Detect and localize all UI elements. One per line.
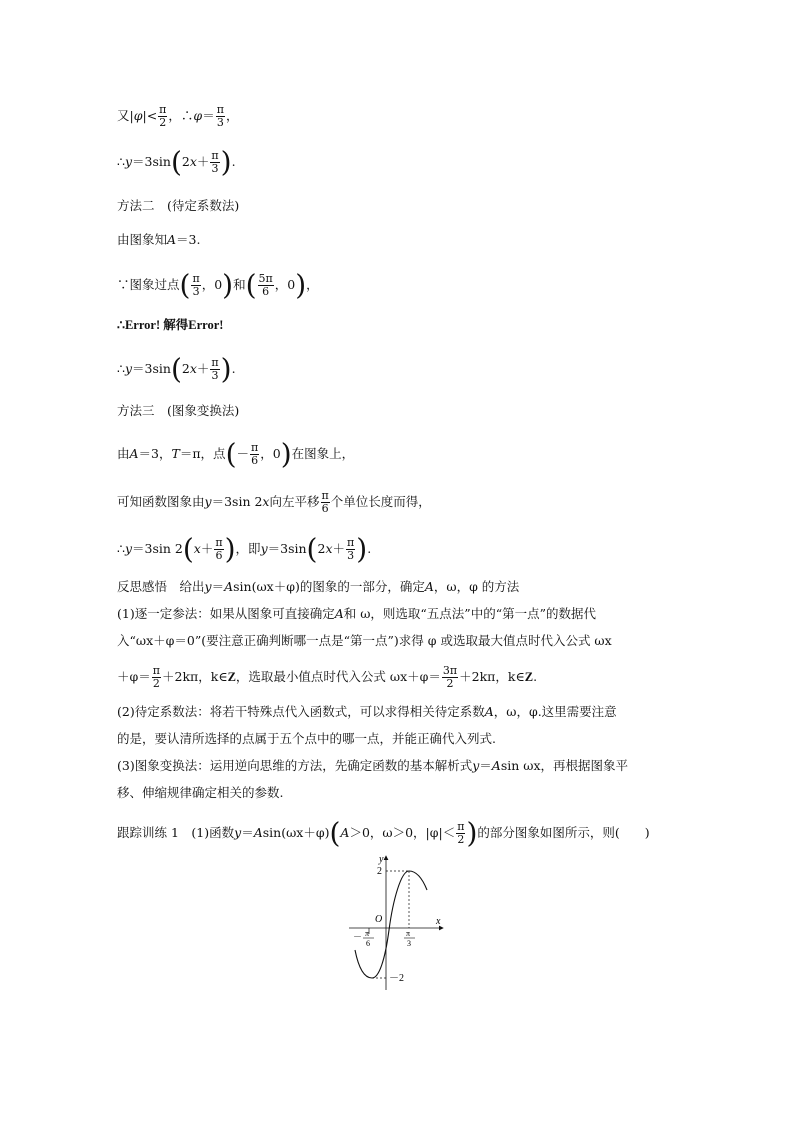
text: ＝ — [202, 108, 215, 123]
text: y — [204, 494, 212, 509]
text: ＝3. — [176, 232, 201, 247]
frac-num: π — [347, 536, 355, 549]
sine-curve — [355, 871, 427, 978]
text: x — [189, 154, 197, 169]
reflection-line-7 — [117, 784, 283, 802]
text: ∴ — [117, 154, 125, 169]
text: 2 — [181, 361, 190, 376]
text: 方法二 (待定系数法) — [117, 198, 240, 213]
text: sin(ωx＋φ)的图象的一部分，确定 — [233, 579, 425, 594]
text: sin(ωx＋φ) — [262, 825, 330, 840]
text: 由图象知 — [117, 232, 168, 247]
text: (1)逐一定参法：如果从图象可直接确定 — [117, 606, 335, 621]
text: ＝ — [479, 758, 492, 773]
x-label: x — [436, 916, 441, 927]
fraction — [258, 273, 274, 298]
text: . — [533, 669, 538, 684]
frac-den: 3 — [216, 116, 224, 129]
paren: ( — [225, 437, 237, 471]
frac-den: 2 — [159, 116, 167, 129]
text: A — [224, 579, 234, 594]
line-phi-condition — [117, 104, 238, 129]
frac-den: 3 — [192, 285, 200, 298]
fraction — [250, 442, 259, 467]
text: y — [124, 361, 133, 376]
frac-den: 3 — [211, 369, 219, 382]
paren: ( — [179, 268, 191, 302]
frac-den: 6 — [321, 502, 329, 515]
text: ＝3sin — [132, 361, 171, 376]
text: 个单位长度而得， — [330, 494, 431, 509]
text: Z — [524, 670, 534, 684]
paren: ) — [356, 532, 368, 566]
text: ＋ — [200, 541, 214, 556]
frac-num: π — [192, 272, 200, 285]
paren: ( — [306, 532, 318, 566]
text: ＞0，ω＞0，|φ|＜ — [349, 825, 456, 840]
text: A — [491, 758, 501, 773]
text: . — [231, 154, 236, 169]
y-max-label: 2 — [377, 866, 382, 877]
paren: ( — [245, 268, 257, 302]
fraction — [216, 104, 225, 129]
frac-num: π — [159, 103, 167, 116]
text: ＋φ＝ — [117, 669, 151, 684]
text: . — [231, 361, 236, 376]
paren: ( — [170, 145, 182, 179]
text: ，0 — [201, 277, 223, 292]
x-left-sign: － — [353, 932, 363, 942]
fraction — [346, 537, 355, 562]
y-min-label: －2 — [389, 973, 404, 984]
line-error — [117, 316, 223, 334]
frac-num: 5π — [258, 272, 273, 285]
paren: ) — [224, 532, 236, 566]
frac-num: π — [216, 103, 224, 116]
method-3-title — [117, 402, 239, 420]
text: ＝π，点 — [179, 446, 226, 461]
text: x — [189, 361, 197, 376]
text: A — [167, 232, 177, 247]
frac-den: 2 — [152, 677, 160, 690]
reflection-line-1 — [117, 605, 596, 623]
text: y — [472, 758, 480, 773]
method-2-title — [117, 197, 239, 215]
text: ∴Error! 解得Error! — [117, 318, 224, 332]
y-label: y — [379, 854, 384, 865]
frac-num: π — [457, 820, 465, 833]
text: ＝3sin 2 — [132, 541, 183, 556]
reflection-line-2 — [117, 632, 612, 650]
text: ∴ — [117, 541, 125, 556]
reflection-line-3 — [117, 665, 537, 690]
x-left-num: π — [365, 929, 370, 938]
text: y — [124, 154, 133, 169]
text: ， — [306, 277, 319, 292]
fraction — [210, 357, 219, 382]
text: ＋2kπ，k∈ — [162, 669, 228, 684]
fraction — [456, 821, 465, 846]
text: ＝ — [241, 825, 254, 840]
text: |< — [142, 108, 158, 123]
fraction — [214, 537, 223, 562]
text: 和 ω，则选取“五点法”中的“第一点”的数据代 — [343, 606, 596, 621]
text: A — [129, 446, 139, 461]
text: ＋ — [196, 154, 210, 169]
text: y — [234, 825, 242, 840]
text: 向左平移 — [269, 494, 320, 509]
line-result-2 — [117, 352, 236, 386]
text: ， — [225, 108, 239, 123]
text: 跟踪训练 1 (1)函数 — [117, 825, 235, 840]
text: ，0 — [260, 446, 281, 461]
text: 移、伸缩规律确定相关的参数. — [117, 785, 284, 800]
text: x — [262, 494, 270, 509]
paren: ) — [466, 816, 478, 850]
text: ＝3sin — [267, 541, 307, 556]
text: ，ω，φ.这里需要注意 — [493, 704, 617, 719]
fraction — [442, 665, 458, 690]
text: ＝3， — [138, 446, 172, 461]
paren: ( — [329, 816, 341, 850]
text: 的是，要认清所选择的点属于五个点中的哪一点，并能正确代入列式. — [117, 731, 496, 746]
line-points — [117, 268, 319, 302]
text: T — [171, 446, 180, 461]
origin-label: O — [375, 914, 383, 925]
text: ∵图象过点 — [117, 277, 180, 292]
x-left-den: 6 — [366, 939, 370, 948]
paren: ) — [222, 268, 234, 302]
reflection-line-6 — [117, 757, 628, 775]
text: . — [367, 541, 372, 556]
frac-num: π — [321, 489, 329, 502]
frac-num: π — [211, 356, 219, 369]
text: x — [193, 541, 201, 556]
fraction — [158, 104, 167, 129]
fraction — [191, 273, 200, 298]
text: ＋2kπ，k∈ — [459, 669, 525, 684]
text: ，选取最小值点时代入公式 ωx＋φ＝ — [235, 669, 441, 684]
text: A — [424, 579, 434, 594]
text: x — [325, 541, 333, 556]
text: 由 — [117, 446, 130, 461]
text: ∴ — [117, 361, 125, 376]
frac-num: π — [251, 441, 259, 454]
text: y — [204, 579, 212, 594]
frac-den: 6 — [262, 285, 270, 298]
line-result-3 — [117, 532, 372, 566]
text: sin ωx，再根据图象平 — [500, 758, 629, 773]
frac-den: 3 — [347, 549, 355, 562]
fraction — [321, 490, 330, 515]
frac-den: 2 — [446, 677, 454, 690]
text: ，ω，φ 的方法 — [433, 579, 520, 594]
text: ，即 — [235, 541, 261, 556]
training-question — [117, 816, 650, 850]
text: ＝3sin 2 — [211, 494, 263, 509]
paren: ) — [295, 268, 307, 302]
text: 2 — [181, 154, 190, 169]
text: A — [484, 704, 494, 719]
frac-num: π — [152, 664, 160, 677]
line-result-1 — [117, 145, 236, 179]
text: 的部分图象如图所示，则( ) — [477, 825, 650, 840]
text: － — [236, 446, 250, 461]
frac-num: π — [211, 149, 219, 162]
paren: ( — [182, 532, 194, 566]
frac-num: 3π — [442, 664, 458, 677]
x-right-num: π — [406, 929, 411, 938]
text: φ — [193, 108, 203, 123]
frac-den: 6 — [215, 549, 223, 562]
text: ＋ — [332, 541, 346, 556]
frac-den: 2 — [457, 833, 465, 846]
text: ，0 — [274, 277, 296, 292]
text: ＋ — [196, 361, 210, 376]
paren: ( — [170, 352, 182, 386]
frac-num: π — [215, 536, 223, 549]
text: φ — [133, 108, 143, 123]
fraction — [210, 150, 219, 175]
text: 在图象上， — [291, 446, 355, 461]
line-A-value — [117, 231, 200, 249]
x-right-den: 3 — [407, 939, 411, 948]
text: A — [334, 606, 344, 621]
reflection-title — [117, 578, 519, 596]
reflection-line-5 — [117, 730, 496, 748]
fraction — [152, 665, 161, 690]
text: ＝3sin — [132, 154, 171, 169]
text: y — [260, 541, 268, 556]
text: Z — [227, 670, 236, 684]
frac-den: 6 — [251, 454, 259, 467]
line-shift — [117, 490, 431, 515]
paren: ) — [280, 437, 292, 471]
text: ＝ — [211, 579, 225, 594]
text: ，∴ — [168, 108, 194, 123]
reflection-line-4 — [117, 703, 617, 721]
text: y — [124, 541, 133, 556]
text: 和 — [233, 277, 246, 292]
text: 入“ωx＋φ＝0”(要注意正确判断哪一点是“第一点”)求得 φ 或选取最大值点时代入公式 ωx — [117, 633, 612, 648]
text: A — [253, 825, 263, 840]
frac-den: 3 — [211, 162, 219, 175]
paren: ) — [220, 352, 232, 386]
text: 可知函数图象由 — [117, 494, 205, 509]
line-period — [117, 437, 355, 471]
sine-graph — [345, 850, 450, 1000]
paren: ) — [220, 145, 232, 179]
text: 又| — [117, 108, 134, 123]
text: 2 — [317, 541, 326, 556]
text: A — [340, 825, 350, 840]
text: 方法三 (图象变换法) — [117, 403, 240, 418]
text: 反思感悟 给出 — [117, 579, 205, 594]
text: (2)待定系数法：将若干特殊点代入函数式，可以求得相关待定系数 — [117, 704, 485, 719]
text: (3)图象变换法：运用逆向思维的方法，先确定函数的基本解析式 — [117, 758, 473, 773]
